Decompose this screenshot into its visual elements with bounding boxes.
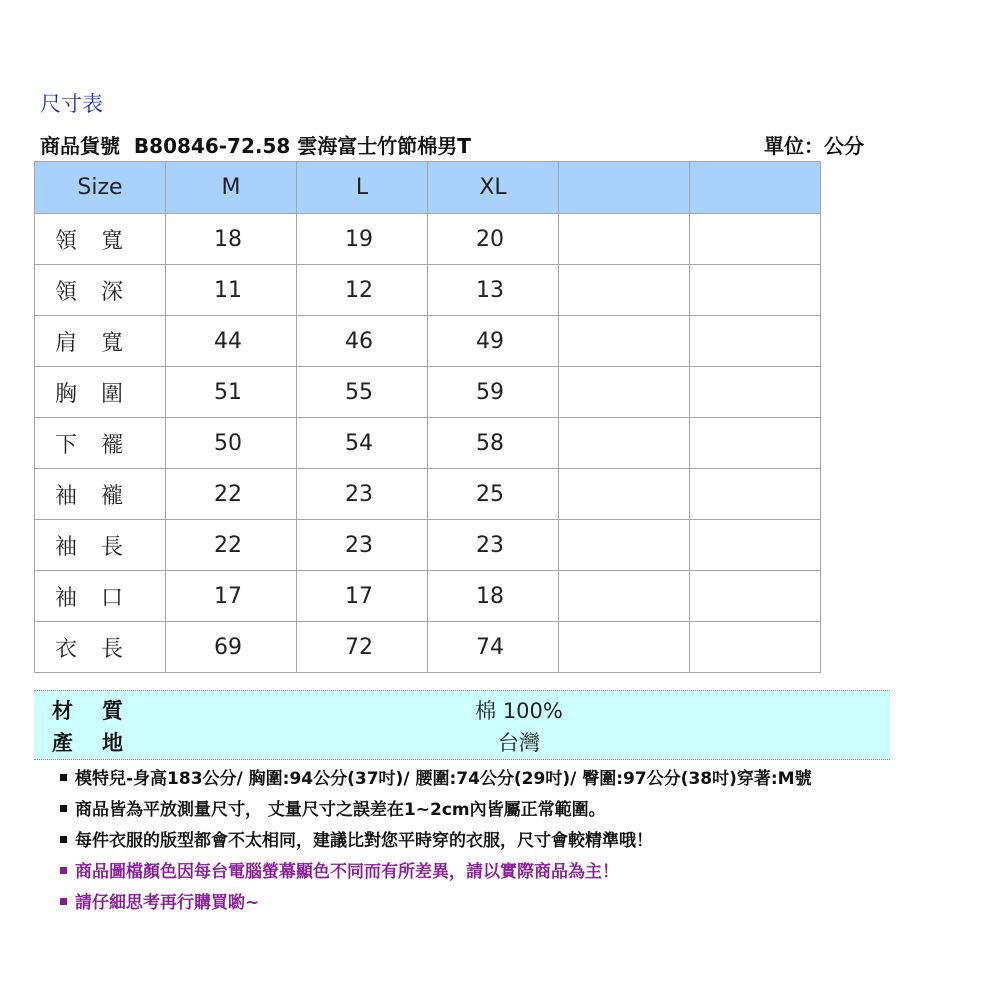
header-size: Size	[35, 162, 166, 214]
row-label	[35, 469, 166, 520]
note-item	[60, 765, 812, 796]
table-cell: 17	[166, 571, 297, 622]
table-cell: 49	[428, 316, 559, 367]
table-cell	[559, 622, 690, 673]
table-cell: 23	[428, 520, 559, 571]
row-label-b: 襬	[101, 432, 124, 458]
table-cell: 17	[297, 571, 428, 622]
product-code: 商品貨號 B80846-72.58 雲海富士竹節棉男T	[40, 134, 471, 158]
table-cell	[690, 418, 821, 469]
table-cell: 23	[297, 469, 428, 520]
table-row	[35, 265, 821, 316]
table-cell	[559, 367, 690, 418]
note-text: 模特兒-身高183公分/ 胸圍:94公分(37吋)/ 腰圍:74公分(29吋)/ 臀圍:97公分(38吋)穿著:M號	[75, 769, 812, 789]
table-row	[35, 316, 821, 367]
table-cell: 44	[166, 316, 297, 367]
row-label-a: 袖	[55, 585, 78, 611]
table-cell: 69	[166, 622, 297, 673]
table-cell: 58	[428, 418, 559, 469]
row-label-b: 寬	[101, 228, 124, 254]
row-label-a: 領	[55, 279, 78, 305]
note-text: 商品皆為平放測量尺寸， 丈量尺寸之誤差在1~2cm內皆屬正常範圍。	[75, 800, 606, 820]
table-cell: 22	[166, 469, 297, 520]
row-label-a: 衣	[55, 636, 78, 662]
row-label	[35, 622, 166, 673]
table-cell: 18	[428, 571, 559, 622]
row-label-a: 袖	[55, 483, 78, 509]
row-label	[35, 367, 166, 418]
table-row	[35, 367, 821, 418]
table-cell: 12	[297, 265, 428, 316]
table-cell: 25	[428, 469, 559, 520]
note-item	[60, 796, 812, 827]
row-label	[35, 265, 166, 316]
material-origin-panel	[34, 690, 890, 760]
origin-row	[34, 723, 890, 755]
square-bullet-icon	[60, 774, 67, 781]
table-cell	[690, 367, 821, 418]
material-row	[34, 691, 890, 723]
unit-label: 單位：公分	[764, 134, 864, 158]
note-item	[60, 889, 812, 920]
row-label-b: 圍	[101, 381, 124, 407]
header-empty-2	[690, 162, 821, 214]
table-row	[35, 418, 821, 469]
table-cell	[559, 418, 690, 469]
table-cell	[690, 265, 821, 316]
table-cell: 18	[166, 214, 297, 265]
row-label	[35, 571, 166, 622]
row-label-b: 深	[101, 279, 124, 305]
table-cell: 13	[428, 265, 559, 316]
notes-list	[60, 765, 812, 920]
table-cell: 72	[297, 622, 428, 673]
table-cell	[690, 622, 821, 673]
table-cell: 19	[297, 214, 428, 265]
table-cell: 23	[297, 520, 428, 571]
row-label-b: 襱	[101, 483, 124, 509]
row-label-b: 寬	[101, 330, 124, 356]
origin-label-a: 產	[52, 731, 73, 755]
row-label-b: 口	[101, 585, 124, 611]
row-label	[35, 418, 166, 469]
table-row	[35, 469, 821, 520]
row-label-b: 長	[101, 534, 124, 560]
table-row	[35, 622, 821, 673]
note-text: 商品圖檔顏色因每台電腦螢幕顯色不同而有所差異，請以實際商品為主！	[75, 862, 619, 882]
table-row	[35, 214, 821, 265]
table-cell	[690, 214, 821, 265]
table-cell: 46	[297, 316, 428, 367]
square-bullet-icon	[60, 867, 67, 874]
row-label-a: 領	[55, 228, 78, 254]
row-label-a: 袖	[55, 534, 78, 560]
table-cell: 55	[297, 367, 428, 418]
note-text: 每件衣服的版型都會不太相同，建議比對您平時穿的衣服，尺寸會較精準哦！	[75, 831, 653, 851]
table-cell: 51	[166, 367, 297, 418]
header-l: L	[297, 162, 428, 214]
material-label-b: 質	[102, 699, 123, 723]
table-cell	[690, 571, 821, 622]
header-empty-1	[559, 162, 690, 214]
row-label	[35, 214, 166, 265]
page-title: 尺寸表	[40, 92, 103, 116]
note-text: 請仔細思考再行購買喲~	[75, 893, 260, 913]
table-cell: 22	[166, 520, 297, 571]
table-row	[35, 571, 821, 622]
header-m: M	[166, 162, 297, 214]
row-label-a: 胸	[55, 381, 78, 407]
table-row	[35, 520, 821, 571]
table-cell	[559, 214, 690, 265]
header-xl: XL	[428, 162, 559, 214]
material-label-a: 材	[52, 699, 73, 723]
square-bullet-icon	[60, 898, 67, 905]
table-cell: 74	[428, 622, 559, 673]
table-cell	[690, 316, 821, 367]
table-cell: 54	[297, 418, 428, 469]
table-cell	[559, 316, 690, 367]
table-cell	[559, 265, 690, 316]
row-label	[35, 316, 166, 367]
origin-value: 台灣	[498, 731, 540, 755]
row-label-b: 長	[101, 636, 124, 662]
table-cell: 11	[166, 265, 297, 316]
table-cell: 59	[428, 367, 559, 418]
origin-label-b: 地	[102, 731, 123, 755]
note-item	[60, 858, 812, 889]
table-cell	[559, 469, 690, 520]
table-cell	[690, 469, 821, 520]
row-label-a: 下	[55, 432, 78, 458]
material-value: 棉 100%	[475, 699, 563, 723]
size-table	[34, 161, 821, 673]
table-cell	[690, 520, 821, 571]
table-cell: 20	[428, 214, 559, 265]
table-header-row	[35, 162, 821, 214]
square-bullet-icon	[60, 805, 67, 812]
note-item	[60, 827, 812, 858]
row-label-a: 肩	[55, 330, 78, 356]
table-cell: 50	[166, 418, 297, 469]
square-bullet-icon	[60, 836, 67, 843]
row-label	[35, 520, 166, 571]
table-cell	[559, 571, 690, 622]
table-cell	[559, 520, 690, 571]
